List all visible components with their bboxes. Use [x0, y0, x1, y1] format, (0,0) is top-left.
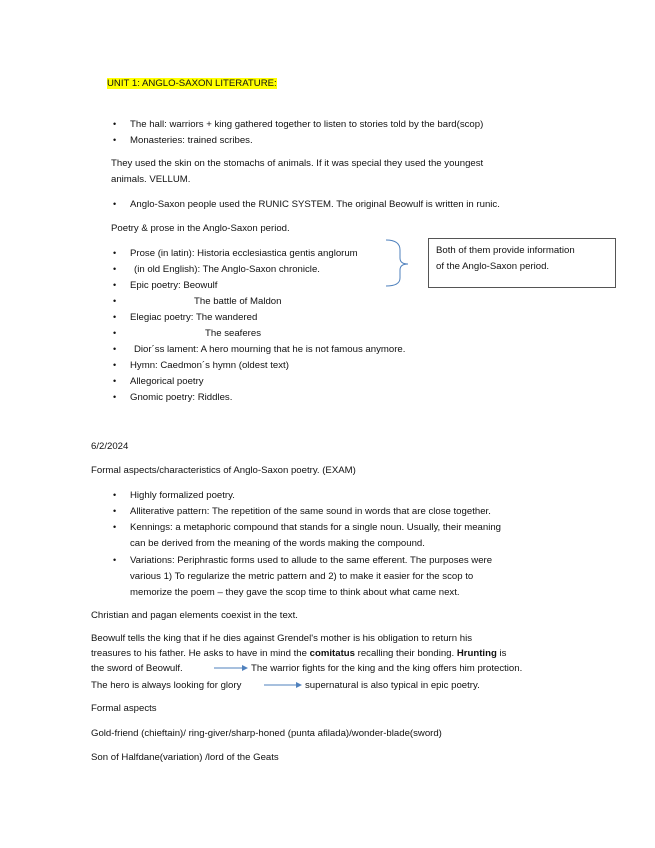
formal-variations-1: Variations: Periphrastic forms used to allude to the same efferent. The purposes were [130, 555, 493, 566]
bullet-dot: • [113, 506, 117, 516]
bullet-dot: • [113, 490, 117, 500]
beowulf-line-1: Beowulf tells the king that if he dies against Grendel's mother is his obligation to return his [91, 633, 472, 644]
arrow-2 [264, 682, 302, 688]
bullet-runic: Anglo-Saxon people used the RUNIC SYSTEM. The original Beowulf is written in runic. [130, 199, 500, 210]
formal-alliterative: Alliterative pattern: The repetition of the same sound in words that are close together. [130, 506, 491, 517]
bullet-dot: • [113, 392, 117, 402]
poetry-prose-line: Poetry & prose in the Anglo-Saxon period. [111, 223, 290, 234]
son-line: Son of Halfdane(variation) /lord of the Geats [91, 752, 279, 763]
bullet-dot: • [113, 344, 117, 354]
date: 6/2/2024 [91, 441, 129, 452]
bullet-dot: • [113, 328, 117, 338]
bullet-monasteries: Monasteries: trained scribes. [130, 135, 253, 146]
beowulf-line-2: treasures to his father. He asks to have in mind the comitatus recalling their bonding. Hrunting is [91, 648, 507, 659]
bullet-dot: • [113, 248, 117, 258]
beowulf-line-4a: The hero is always looking for glory [91, 680, 242, 691]
genre-seaferes: The seaferes [205, 328, 261, 339]
curly-brace [386, 240, 408, 286]
formal-highly: Highly formalized poetry. [130, 490, 235, 501]
genre-epic: Epic poetry: Beowulf [130, 280, 218, 291]
formal-title: Formal aspects/characteristics of Anglo-Saxon poetry. (EXAM) [91, 465, 356, 476]
para-vellum-2: animals. VELLUM. [111, 174, 191, 185]
beowulf-line-3a: the sword of Beowulf. [91, 663, 183, 674]
bullet-dot: • [113, 360, 117, 370]
genre-hymn: Hymn: Caedmon´s hymn (oldest text) [130, 360, 289, 371]
genre-dior: Dior´ss lament: A hero mourning that he is not famous anymore. [134, 344, 406, 355]
genre-maldon: The battle of Maldon [194, 296, 282, 307]
bullet-dot: • [113, 119, 117, 129]
bullet-dot: • [113, 555, 117, 565]
formal-kennings-2: can be derived from the meaning of the words making the compound. [130, 538, 425, 549]
bullet-dot: • [113, 280, 117, 290]
bullet-dot: • [113, 296, 117, 306]
genre-prose-latin: Prose (in latin): Historia ecclesiastica gentis anglorum [130, 248, 358, 259]
christian-line: Christian and pagan elements coexist in the text. [91, 610, 298, 621]
bullet-dot: • [113, 264, 117, 274]
note-box [428, 238, 616, 288]
formal-kennings-1: Kennings: a metaphoric compound that stands for a single noun. Usually, their meaning [130, 522, 501, 533]
genre-gnomic: Gnomic poetry: Riddles. [130, 392, 233, 403]
beowulf-line-3b: The warrior fights for the king and the king offers him protection. [251, 663, 523, 674]
bullet-dot: • [113, 312, 117, 322]
formal-variations-3: memorize the poem – they gave the scop time to think about what came next. [130, 587, 460, 598]
beowulf-line-4b: supernatural is also typical in epic poetry. [305, 680, 480, 691]
note-line-1: Both of them provide information [436, 245, 575, 256]
genre-allegorical: Allegorical poetry [130, 376, 204, 387]
formal-variations-2: various 1) To regularize the metric pattern and 2) to make it easier for the scop to [130, 571, 474, 582]
formal-aspects-heading: Formal aspects [91, 703, 157, 714]
unit-heading: UNIT 1: ANGLO-SAXON LITERATURE: [107, 78, 277, 89]
note-line-2: of the Anglo-Saxon period. [436, 261, 550, 272]
bullet-dot: • [113, 135, 117, 145]
genre-prose-old-english: (in old English): The Anglo-Saxon chronicle. [134, 264, 320, 275]
bullet-dot: • [113, 376, 117, 386]
bullet-dot: • [113, 522, 117, 532]
para-vellum-1: They used the skin on the stomachs of animals. If it was special they used the youngest [111, 158, 484, 169]
genre-elegiac: Elegiac poetry: The wandered [130, 312, 258, 323]
bullet-hall: The hall: warriors + king gathered together to listen to stories told by the bard(scop) [130, 119, 484, 130]
arrow-1 [214, 665, 248, 671]
kennings-examples: Gold-friend (chieftain)/ ring-giver/sharp-honed (punta afilada)/wonder-blade(sword) [91, 728, 442, 739]
bullet-dot: • [113, 199, 117, 209]
